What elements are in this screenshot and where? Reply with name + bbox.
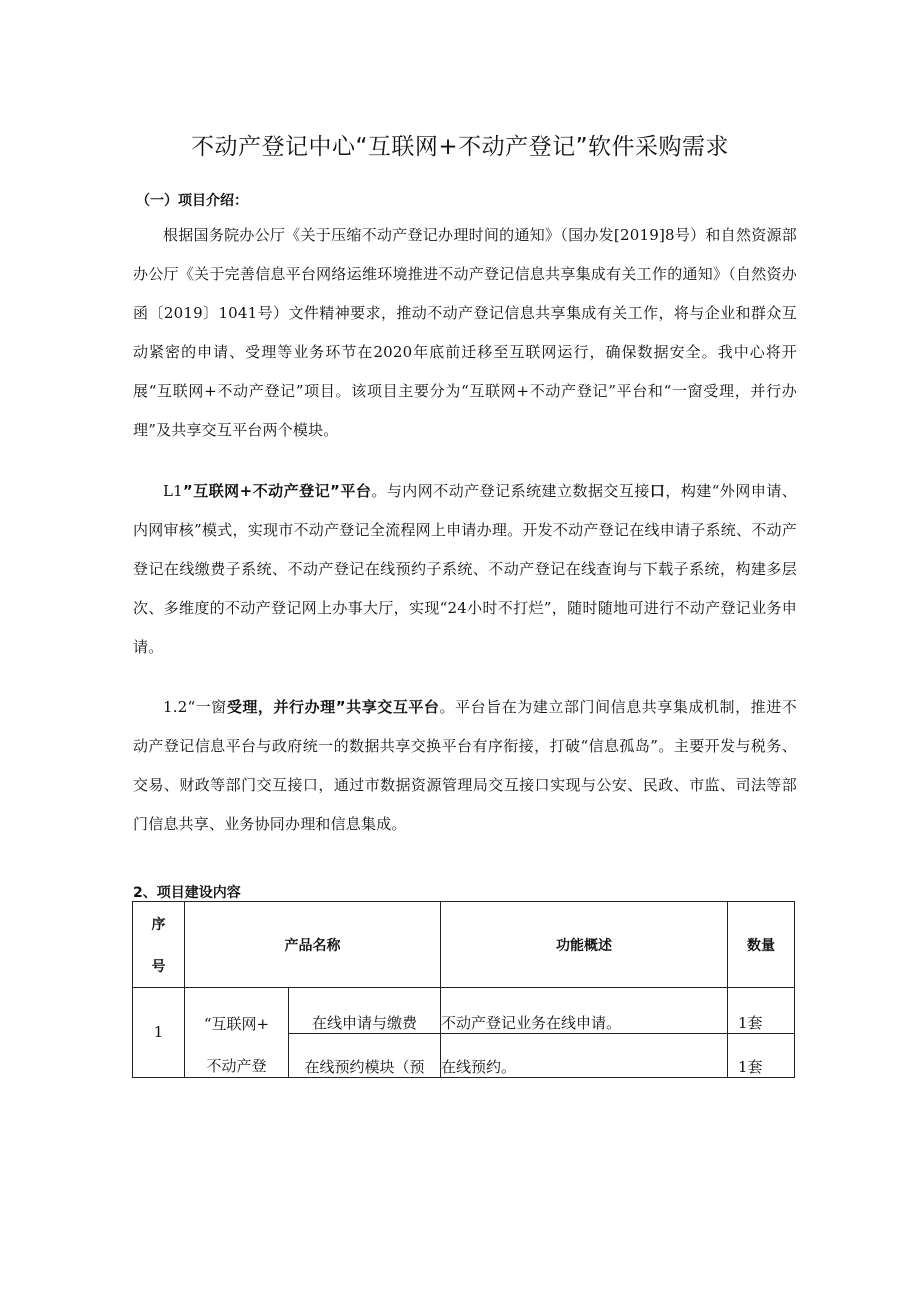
row1-product-group-line2: 不动产登 [206, 1057, 267, 1075]
paragraph-1-1-prefix: L1 [163, 482, 183, 500]
header-seq-bottom: 号 [151, 958, 166, 975]
paragraph-1-1-bold-char: 口 [649, 482, 666, 500]
paragraph-1-1-bold-title: ”互联网+不动产登记”平台 [182, 482, 372, 500]
row1-subproduct: 在线申请与缴费 [289, 988, 441, 1034]
row1-seq: 1 [133, 988, 185, 1078]
paragraph-1-2-bold-title: 受理，并行办理”共享交互平台 [226, 698, 440, 716]
row1-product-group-line1: “互联网+ [203, 1015, 270, 1033]
row1-product-group [185, 988, 289, 1078]
table-header-row [133, 902, 795, 988]
paragraph-intro: 根据国务院办公厅《关于压缩不动产登记办理时间的通知》（国办发[2019]8号）和自然资源部办公厅《关于完善信息平台网络运维环境推进不动产登记信息共享集成有关工作的通知》（自然资办函〔2019〕1041号）文件精神要求，推动不动产登记信息共享集成有关工作，将与企业和群众互动紧密的申请、受理等业务环节在2020年底前迁移至互联网运行，确保数据安全。我中心将开展“互联网+不动产登记”项目。该项目主要分为“互联网+不动产登记”平台和“一窗受理，并行办理”及共享交互平台两个模块。 [133, 226, 797, 439]
row2-function: 在线预约。 [441, 1034, 728, 1078]
project-content-table [132, 901, 795, 1078]
paragraph-1-1-text-a: 。与内网不动产登记系统建立数据交互接 [371, 482, 650, 500]
row2-quantity: 1套 [728, 1034, 795, 1078]
paragraph-1-1-text-b: ，构建“外网申请、内网审核”模式，实现市不动产登记全流程网上申请办理。开发不动产登记在线申请子系统、不动产登记在线缴费子系统、不动产登记在线预约子系统、不动产登记在线查询与下载子系统，构建多层次、多维度的不动产登记网上办事大厅，实现“24小时不打烂”，随时随地可进行不动产登记业务申请。 [133, 482, 797, 656]
paragraph-1-1 [133, 472, 797, 667]
paragraph-1-2-text: 。平台旨在为建立部门间信息共享集成机制，推进不动产登记信息平台与政府统一的数据共享交换平台有序衔接，打破“信息孤岛”。主要开发与税务、交易、财政等部门交互接口，通过市数据资源管理局交互接口实现与公安、民政、市监、司法等部门信息共享、业务协同办理和信息集成。 [133, 698, 797, 833]
row2-subproduct: 在线预约模块（预 [289, 1034, 441, 1078]
header-product-name: 产品名称 [185, 902, 441, 988]
table-row [133, 988, 795, 1034]
header-seq-top: 序 [151, 916, 166, 933]
section-2-heading: 2、项目建设内容 [133, 885, 241, 901]
header-quantity: 数量 [728, 902, 795, 988]
paragraph-1-2 [133, 688, 797, 844]
section-1-heading: （一）项目介绍： [136, 193, 248, 209]
header-seq [133, 902, 185, 988]
row1-quantity: 1套 [728, 988, 795, 1034]
paragraph-1-2-prefix: 1.2“一窗 [163, 698, 227, 716]
page-title: 不动产登记中心“互联网+不动产登记”软件采购需求 [190, 134, 730, 160]
row1-function: 不动产登记业务在线申请。 [441, 988, 728, 1034]
header-function: 功能概述 [441, 902, 728, 988]
